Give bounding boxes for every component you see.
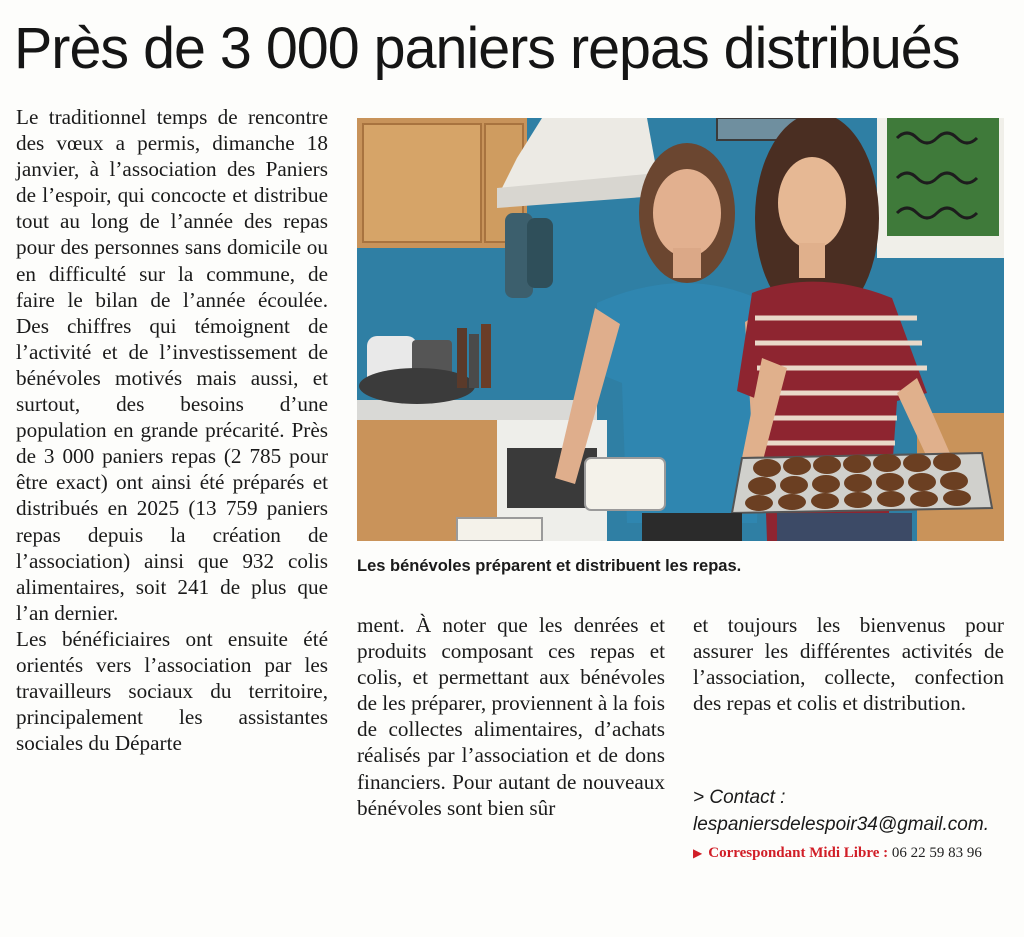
paragraph-4: et toujours les bienvenus pour assurer les différentes activités de l’association, collecte, confection des repas et colis et distribution. [693,613,1004,716]
headline: Près de 3 000 paniers repas distribués [14,16,960,81]
paragraph-3: ment. À noter que les denrées et produits composant ces repas et colis, et permettant aux bénévoles de les préparer, proviennent à la fois de collectes alimentaires, d’achats réalisés par l’association et de dons financiers. Pour autant de nouveaux bénévoles sont bien sûr [357,613,666,820]
paragraph-1: Le traditionnel temps de rencontre des vœux a permis, dimanche 18 janvier, à l’association des Paniers de l’espoir, qui concocte et distribue tout au long de l’année des repas pour des personnes sans domicile ou en difficulté sur la commune, de faire le bilan de l’année écoulée. Des chiffres qui témoignent de l’activité et de l’investissement de bénévoles motivés mais aussi, et surtout, des besoins d’une population en grande précarité. Près de 3 000 paniers repas (2 785 pour être exact) ont ainsi été préparés et distribués en 2025 (13 759 paniers repas depuis la création de l’association) ainsi que 932 colis alimentaires, soit 241 de plus que l’an dernier. [16,105,328,625]
article-column-3 [693,612,1004,716]
paragraph-2: Les bénéficiaires ont ensuite été orientés vers l’association par les travailleurs sociaux du territoire, principalement les assistantes sociales du Départe [16,626,328,756]
triangle-right-icon: ▶ [693,846,703,860]
correspondant-line [693,842,1013,864]
article-column-2 [357,612,665,821]
correspondant-phone[interactable]: 06 22 59 83 96 [891,845,982,861]
photo-caption: Les bénévoles préparent et distribuent les repas. [357,557,742,575]
contact-label: > Contact : [693,787,786,808]
contact-email[interactable]: lespaniersdelespoir34@gmail.com. [693,814,989,835]
correspondant-label: Correspondant Midi Libre : [708,845,889,861]
contact-block [693,784,1013,838]
article-column-1 [16,104,328,756]
article-photo [357,118,1004,541]
